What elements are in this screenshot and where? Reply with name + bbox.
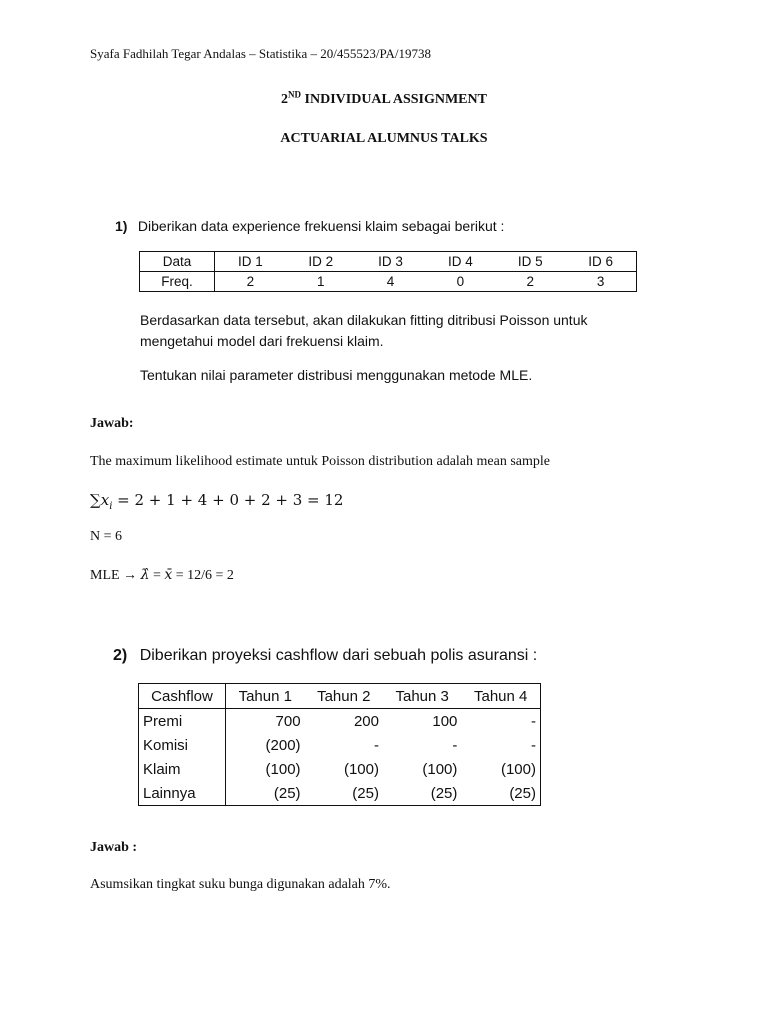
cashflow-table — [138, 683, 541, 806]
table-header-cell: Tahun 2 — [305, 684, 383, 709]
question-2-prompt: Diberikan proyeksi cashflow dari sebuah polis asuransi : — [139, 647, 538, 664]
table-cell: Data — [140, 252, 215, 272]
table-cell: 100 — [432, 712, 458, 730]
question-2-number: 2) — [113, 647, 128, 664]
table-cell: ID 1 — [215, 252, 286, 272]
table-cell: 700 — [275, 712, 301, 730]
question-2-heading — [113, 647, 537, 665]
table-cell: (25) — [273, 784, 301, 802]
table-cell: 200 — [353, 712, 379, 730]
table-cell: ID 6 — [565, 252, 636, 272]
paragraph-line: Berdasarkan data tersebut, akan dilakukan fitting ditribusi Poisson untuk — [140, 312, 588, 328]
title-ordinal-suffix: ND — [288, 89, 302, 100]
table-cell: (100) — [343, 760, 379, 778]
mle-equation — [90, 567, 234, 584]
table-header-row — [139, 684, 541, 709]
table-cell: Freq. — [140, 272, 215, 292]
answer-1-label: Jawab: — [90, 416, 134, 431]
mle-lambda-hat: λ̂ — [140, 567, 150, 583]
assignment-title — [0, 89, 768, 108]
table-cell: - — [531, 736, 536, 754]
table-row — [139, 733, 541, 757]
sum-subscript: i — [109, 501, 113, 512]
table-header-cell: Cashflow — [139, 684, 226, 709]
table-cell: (25) — [430, 784, 458, 802]
frequency-table — [139, 251, 637, 292]
table-cell: (200) — [265, 736, 301, 754]
table-cell: - — [373, 736, 379, 754]
n-equation: N = 6 — [90, 529, 123, 544]
question-1-number: 1) — [115, 218, 128, 234]
title-rest: INDIVIDUAL ASSIGNMENT — [301, 92, 487, 107]
table-cell: ID 3 — [356, 252, 426, 272]
table-cell: (25) — [509, 784, 536, 802]
sum-equation — [90, 491, 343, 512]
table-cell: Komisi — [139, 733, 226, 757]
mle-prefix: MLE → — [90, 568, 141, 583]
table-cell: ID 5 — [495, 252, 565, 272]
mle-result: = 12/6 = 2 — [172, 568, 234, 583]
table-cell: (100) — [422, 760, 458, 778]
table-header-cell: Tahun 1 — [226, 684, 305, 709]
mle-equals: = — [149, 568, 165, 583]
table-cell: 4 — [356, 272, 426, 292]
table-cell: - — [531, 712, 536, 730]
paragraph-line: mengetahui model dari frekuensi klaim. — [140, 333, 384, 349]
table-row — [140, 272, 637, 292]
answer-1-statement: The maximum likelihood estimate untuk Poisson distribution adalah mean sample — [90, 454, 550, 469]
table-cell: 2 — [215, 272, 286, 292]
table-cell: (100) — [500, 760, 536, 778]
question-1-prompt: Diberikan data experience frekuensi klaim sebagai berikut : — [137, 218, 505, 234]
question-1-paragraph — [140, 310, 588, 352]
answer-2-label: Jawab : — [90, 840, 138, 855]
answer-2-statement: Asumsikan tingkat suku bunga digunakan adalah 7%. — [90, 877, 391, 892]
assignment-subtitle: ACTUARIAL ALUMNUS TALKS — [280, 131, 488, 146]
question-1-task: Tentukan nilai parameter distribusi menggunakan metode MLE. — [140, 367, 533, 383]
page-header: Syafa Fadhilah Tegar Andalas – Statistika – 20/455523/PA/19738 — [90, 46, 432, 61]
table-header-cell: Tahun 4 — [461, 684, 540, 709]
table-cell: - — [452, 736, 458, 754]
table-row — [139, 781, 541, 806]
sum-rhs: = 2 + 1 + 4 + 0 + 2 + 3 = 12 — [112, 491, 344, 509]
table-cell: (25) — [352, 784, 379, 802]
table-row — [139, 709, 541, 734]
table-header-cell: Tahun 3 — [383, 684, 461, 709]
table-row — [139, 757, 541, 781]
table-cell: ID 2 — [286, 252, 356, 272]
table-row — [140, 252, 637, 272]
table-cell: Klaim — [139, 757, 226, 781]
table-cell: 2 — [495, 272, 565, 292]
question-1-heading — [115, 218, 504, 236]
sum-variable: x — [100, 491, 110, 509]
sum-symbol: ∑ — [90, 491, 101, 509]
mle-x-bar: x̄ — [164, 567, 173, 583]
table-cell: 3 — [565, 272, 636, 292]
table-cell: (100) — [265, 760, 301, 778]
table-cell: Lainnya — [139, 781, 226, 806]
table-cell: 1 — [286, 272, 356, 292]
table-cell: Premi — [139, 709, 226, 734]
title-ordinal: 2 — [281, 92, 289, 107]
table-cell: 0 — [425, 272, 495, 292]
table-cell: ID 4 — [425, 252, 495, 272]
